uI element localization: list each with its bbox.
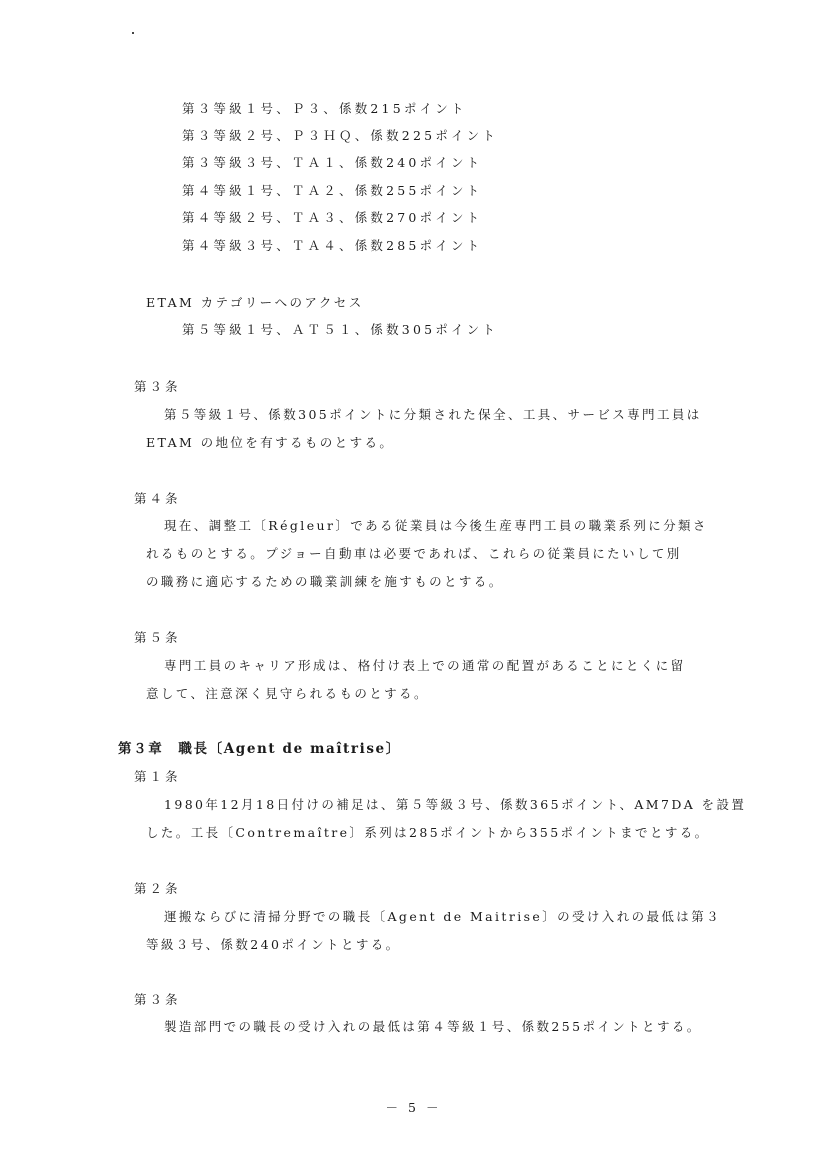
ch3-article-1-text-2: した。工長〔Contremaître〕系列は285ポイントから355ポイントまでとする。 — [146, 825, 710, 840]
grade-line-3: 第３等級３号、ＴＡ１、係数240ポイント — [182, 155, 483, 170]
article-4-label: 第４条 — [134, 491, 181, 506]
etam-access-heading: ETAM カテゴリーへのアクセス — [146, 295, 364, 310]
ch3-article-3-label: 第３条 — [134, 992, 181, 1007]
grade-line-2: 第３等級２号、Ｐ３ＨＱ、係数225ポイント — [182, 128, 499, 143]
grade-line-6: 第４等級３号、ＴＡ４、係数285ポイント — [182, 238, 483, 253]
article-5-label: 第５条 — [134, 630, 181, 645]
article-3-label: 第３条 — [134, 379, 181, 394]
article-4-text-2: れるものとする。プジョー自動車は必要であれば、これらの従業員にたいして別 — [146, 546, 682, 561]
ch3-article-2-text-2: 等級３号、係数240ポイントとする。 — [146, 937, 401, 952]
ch3-article-1-label: 第１条 — [134, 769, 181, 784]
ch3-article-3-text-1: 製造部門での職長の受け入れの最低は第４等級１号、係数255ポイントとする。 — [164, 1019, 702, 1034]
chapter-3-heading: 第３章 職長〔Agent de maîtrise〕 — [118, 741, 401, 757]
article-3-text-2: ETAM の地位を有するものとする。 — [146, 435, 395, 450]
article-3-text-1: 第５等級１号、係数305ポイントに分類された保全、工具、サービス専門工員は — [164, 407, 702, 422]
article-5-text-1: 専門工員のキャリア形成は、格付け表上での通常の配置があることにとくに留 — [164, 658, 686, 673]
scan-speck — [132, 32, 134, 34]
article-5-text-2: 意して、注意深く見守られるものとする。 — [146, 686, 429, 701]
ch3-article-1-text-1: 1980年12月18日付けの補足は、第５等級３号、係数365ポイント、AM7DA を設置 — [164, 797, 747, 812]
article-4-text-3: の職務に適応するための職業訓練を施すものとする。 — [146, 574, 504, 589]
article-4-text-1: 現在、調整工〔Régleur〕である従業員は今後生産専門工員の職業系列に分類さ — [164, 518, 708, 533]
grade-line-4: 第４等級１号、ＴＡ２、係数255ポイント — [182, 183, 483, 198]
ch3-article-2-label: 第２条 — [134, 881, 181, 896]
ch3-article-2-text-1: 運搬ならびに清掃分野での職長〔Agent de Maitrise〕の受け入れの最低は第３ — [164, 909, 722, 924]
grade-line-5: 第４等級２号、ＴＡ３、係数270ポイント — [182, 210, 483, 225]
grade-line-1: 第３等級１号、Ｐ３、係数215ポイント — [182, 101, 467, 116]
page-number: － 5 － — [385, 1100, 442, 1115]
etam-access-item: 第５等級１号、ＡＴ５１、係数305ポイント — [182, 322, 499, 337]
